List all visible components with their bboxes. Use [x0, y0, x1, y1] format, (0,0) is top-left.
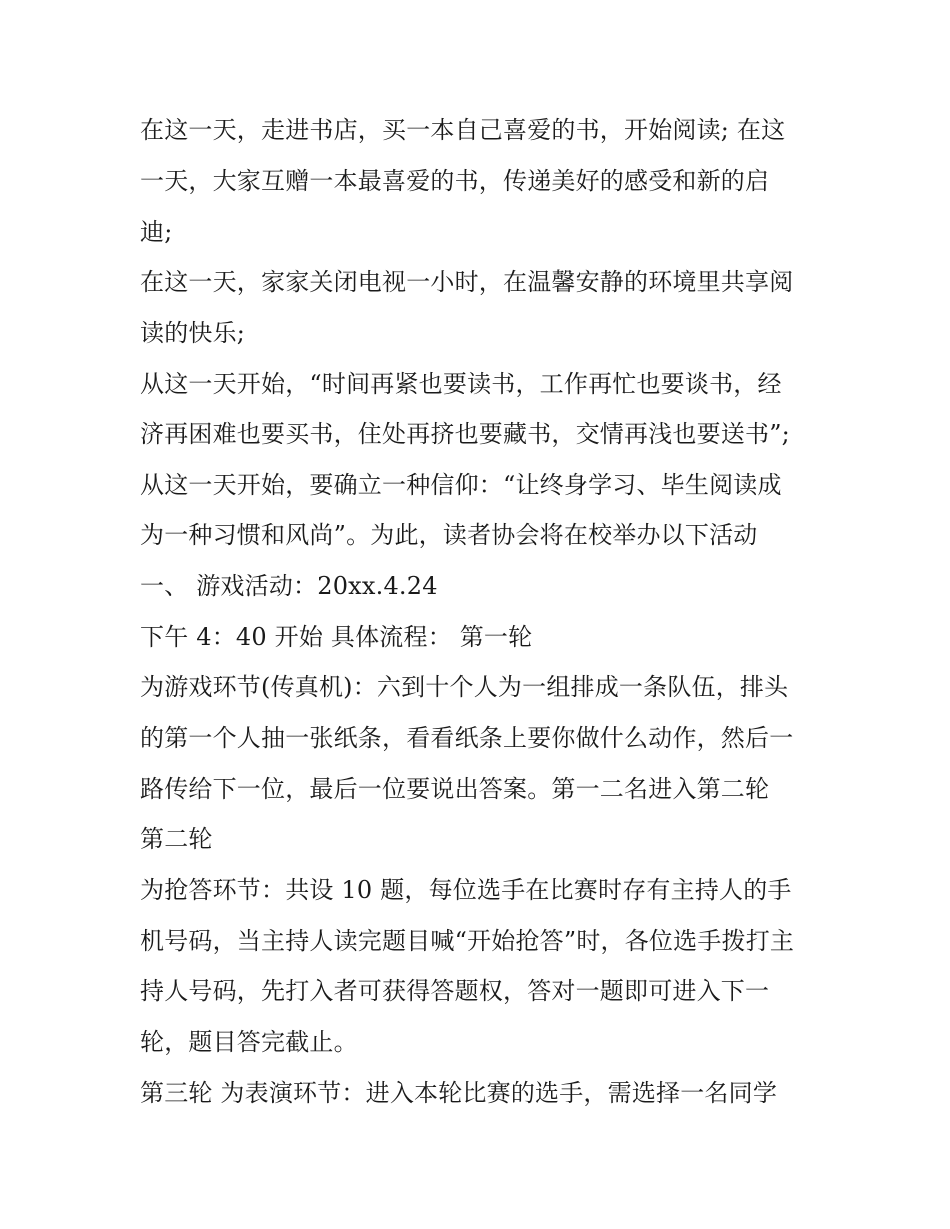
text-line: 第三轮 为表演环节：进入本轮比赛的选手，需选择一名同学 — [140, 1079, 778, 1107]
text-line: 第二轮 — [140, 825, 213, 853]
text-line: 为抢答环节：共设 10 题，每位选手在比赛时存有主持人的手 — [140, 876, 792, 904]
text-line: 持人号码，先打入者可获得答题权，答对一题即可进入下一 — [140, 977, 770, 1005]
text-line: 下午 4：40 开始 具体流程： 第一轮 — [140, 623, 533, 651]
text-line: 在这一天，家家关闭电视一小时，在温馨安静的环境里共享阅 — [140, 268, 794, 296]
text-line: 路传给下一位，最后一位要说出答案。第一二名进入第二轮 — [140, 775, 770, 803]
text-line: 一天，大家互赠一本最喜爱的书，传递美好的感受和新的启 — [140, 167, 770, 195]
text-line: 轮，题目答完截止。 — [140, 1028, 358, 1056]
text-line: 为游戏环节(传真机)：六到十个人为一组排成一条队伍，排头 — [140, 673, 789, 701]
text-line: 机号码，当主持人读完题目喊“开始抢答”时，各位选手拨打主 — [140, 927, 795, 955]
text-line: 从这一天开始，要确立一种信仰：“让终身学习、毕生阅读成 — [140, 471, 782, 499]
text-line: 迪; — [140, 218, 173, 246]
text-line: 的第一个人抽一张纸条，看看纸条上要你做什么动作，然后一 — [140, 724, 794, 752]
text-line: 济再困难也要买书，住处再挤也要藏书，交情再浅也要送书”; — [140, 420, 790, 448]
text-line: 在这一天，走进书店，买一本自己喜爱的书，开始阅读; 在这 — [140, 116, 786, 144]
text-line: 为一种习惯和风尚”。为此，读者协会将在校举办以下活动 — [140, 521, 758, 549]
text-line: 从这一天开始，“时间再紧也要读书，工作再忙也要谈书，经 — [140, 370, 782, 398]
section-heading: 一、 游戏活动：20xx.4.24 — [140, 572, 438, 600]
text-line: 读的快乐; — [140, 319, 246, 347]
